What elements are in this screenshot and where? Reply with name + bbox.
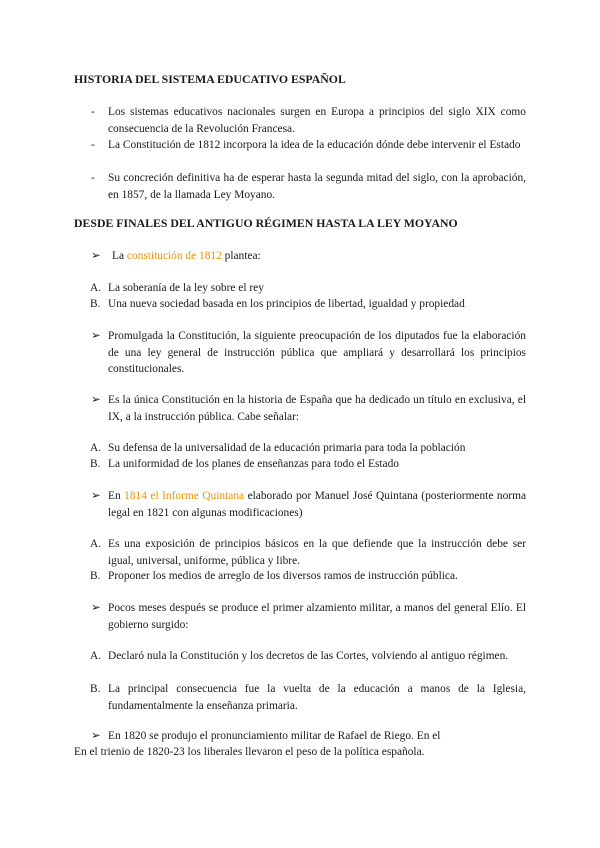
list-marker: A.: [90, 282, 102, 294]
paragraph-constitucion: La constitución de 1812 plantea:: [112, 250, 261, 262]
list-item: Una nueva sociedad basada en los principios de libertad, igualdad y propiedad: [108, 298, 465, 310]
list-item: Es una exposición de principios básicos en la que defiende que la instrucción debe ser igual, universal, uniforme, pública y libre.: [108, 538, 526, 567]
list-item: La soberanía de la ley sobre el rey: [108, 282, 264, 294]
list-marker: B.: [90, 683, 101, 695]
arrow-bullet-icon: ➢: [91, 330, 101, 342]
paragraph-informe-quintana: En 1814 el Informe Quintana elaborado por Manuel José Quintana (posteriormente norma legal en 1821 con algunas modificaciones): [108, 490, 526, 519]
list-marker: A.: [90, 442, 102, 454]
list-marker: B.: [90, 298, 101, 310]
list-item: Declaró nula la Constitución y los decretos de las Cortes, volviendo al antiguo régimen.: [108, 650, 509, 662]
list-item: Proponer los medios de arreglo de los diversos ramos de instrucción pública.: [108, 570, 458, 582]
dash-bullet: -: [91, 106, 95, 118]
dash-bullet: -: [91, 139, 95, 151]
dash-bullet: -: [91, 172, 95, 184]
arrow-bullet-icon: ➢: [91, 730, 101, 742]
list-marker: A.: [90, 650, 102, 662]
paragraph-promulgada: Promulgada la Constitución, la siguiente preocupación de los diputados fue la elaboración de una ley general de instrucción pública que ampliará y desarrollará los principios constitucionales.: [108, 330, 526, 375]
intro-item-3: Su concreción definitiva ha de esperar hasta la segunda mitad del siglo, con la aprobación, en 1857, de la llamada Ley Moyano.: [108, 172, 526, 201]
paragraph-alzamiento: Pocos meses después se produce el primer alzamiento militar, a manos del general Elío. El gobierno surgido:: [108, 602, 526, 631]
arrow-bullet-icon: ➢: [91, 250, 101, 262]
list-item: La principal consecuencia fue la vuelta de la educación a manos de la Iglesia, fundamentalmente la enseñanza primaria.: [108, 683, 526, 712]
paragraph-riego: En 1820 se produjo el pronunciamiento militar de Rafael de Riego. En el: [108, 730, 441, 742]
list-item: Su defensa de la universalidad de la educación primaria para toda la población: [108, 442, 466, 454]
document-title: HISTORIA DEL SISTEMA EDUCATIVO ESPAÑOL: [74, 72, 346, 86]
list-marker: A.: [90, 538, 102, 550]
highlight-informe-quintana: 1814 el Informe Quintana: [124, 490, 245, 502]
list-marker: B.: [90, 458, 101, 470]
arrow-bullet-icon: ➢: [91, 490, 101, 502]
intro-item-1: Los sistemas educativos nacionales surgen en Europa a principios del siglo XIX como consecuencia de la Revolución Francesa.: [108, 106, 526, 135]
intro-item-2: La Constitución de 1812 incorpora la idea de la educación dónde debe intervenir el Estado: [108, 139, 521, 151]
list-marker: B.: [90, 570, 101, 582]
highlight-constitucion-1812: constitución de 1812: [126, 250, 222, 262]
list-item: La uniformidad de los planes de enseñanzas para todo el Estado: [108, 458, 399, 470]
arrow-bullet-icon: ➢: [91, 394, 101, 406]
paragraph-unica-constitucion: Es la única Constitución en la historia de España que ha dedicado un título en exclusiva, el IX, a la instrucción pública. Cabe señalar:: [108, 394, 526, 423]
paragraph-trienio: En el trienio de 1820-23 los liberales llevaron el peso de la política española.: [74, 746, 425, 758]
arrow-bullet-icon: ➢: [91, 602, 101, 614]
section-title: DESDE FINALES DEL ANTIGUO RÉGIMEN HASTA LA LEY MOYANO: [74, 216, 458, 230]
